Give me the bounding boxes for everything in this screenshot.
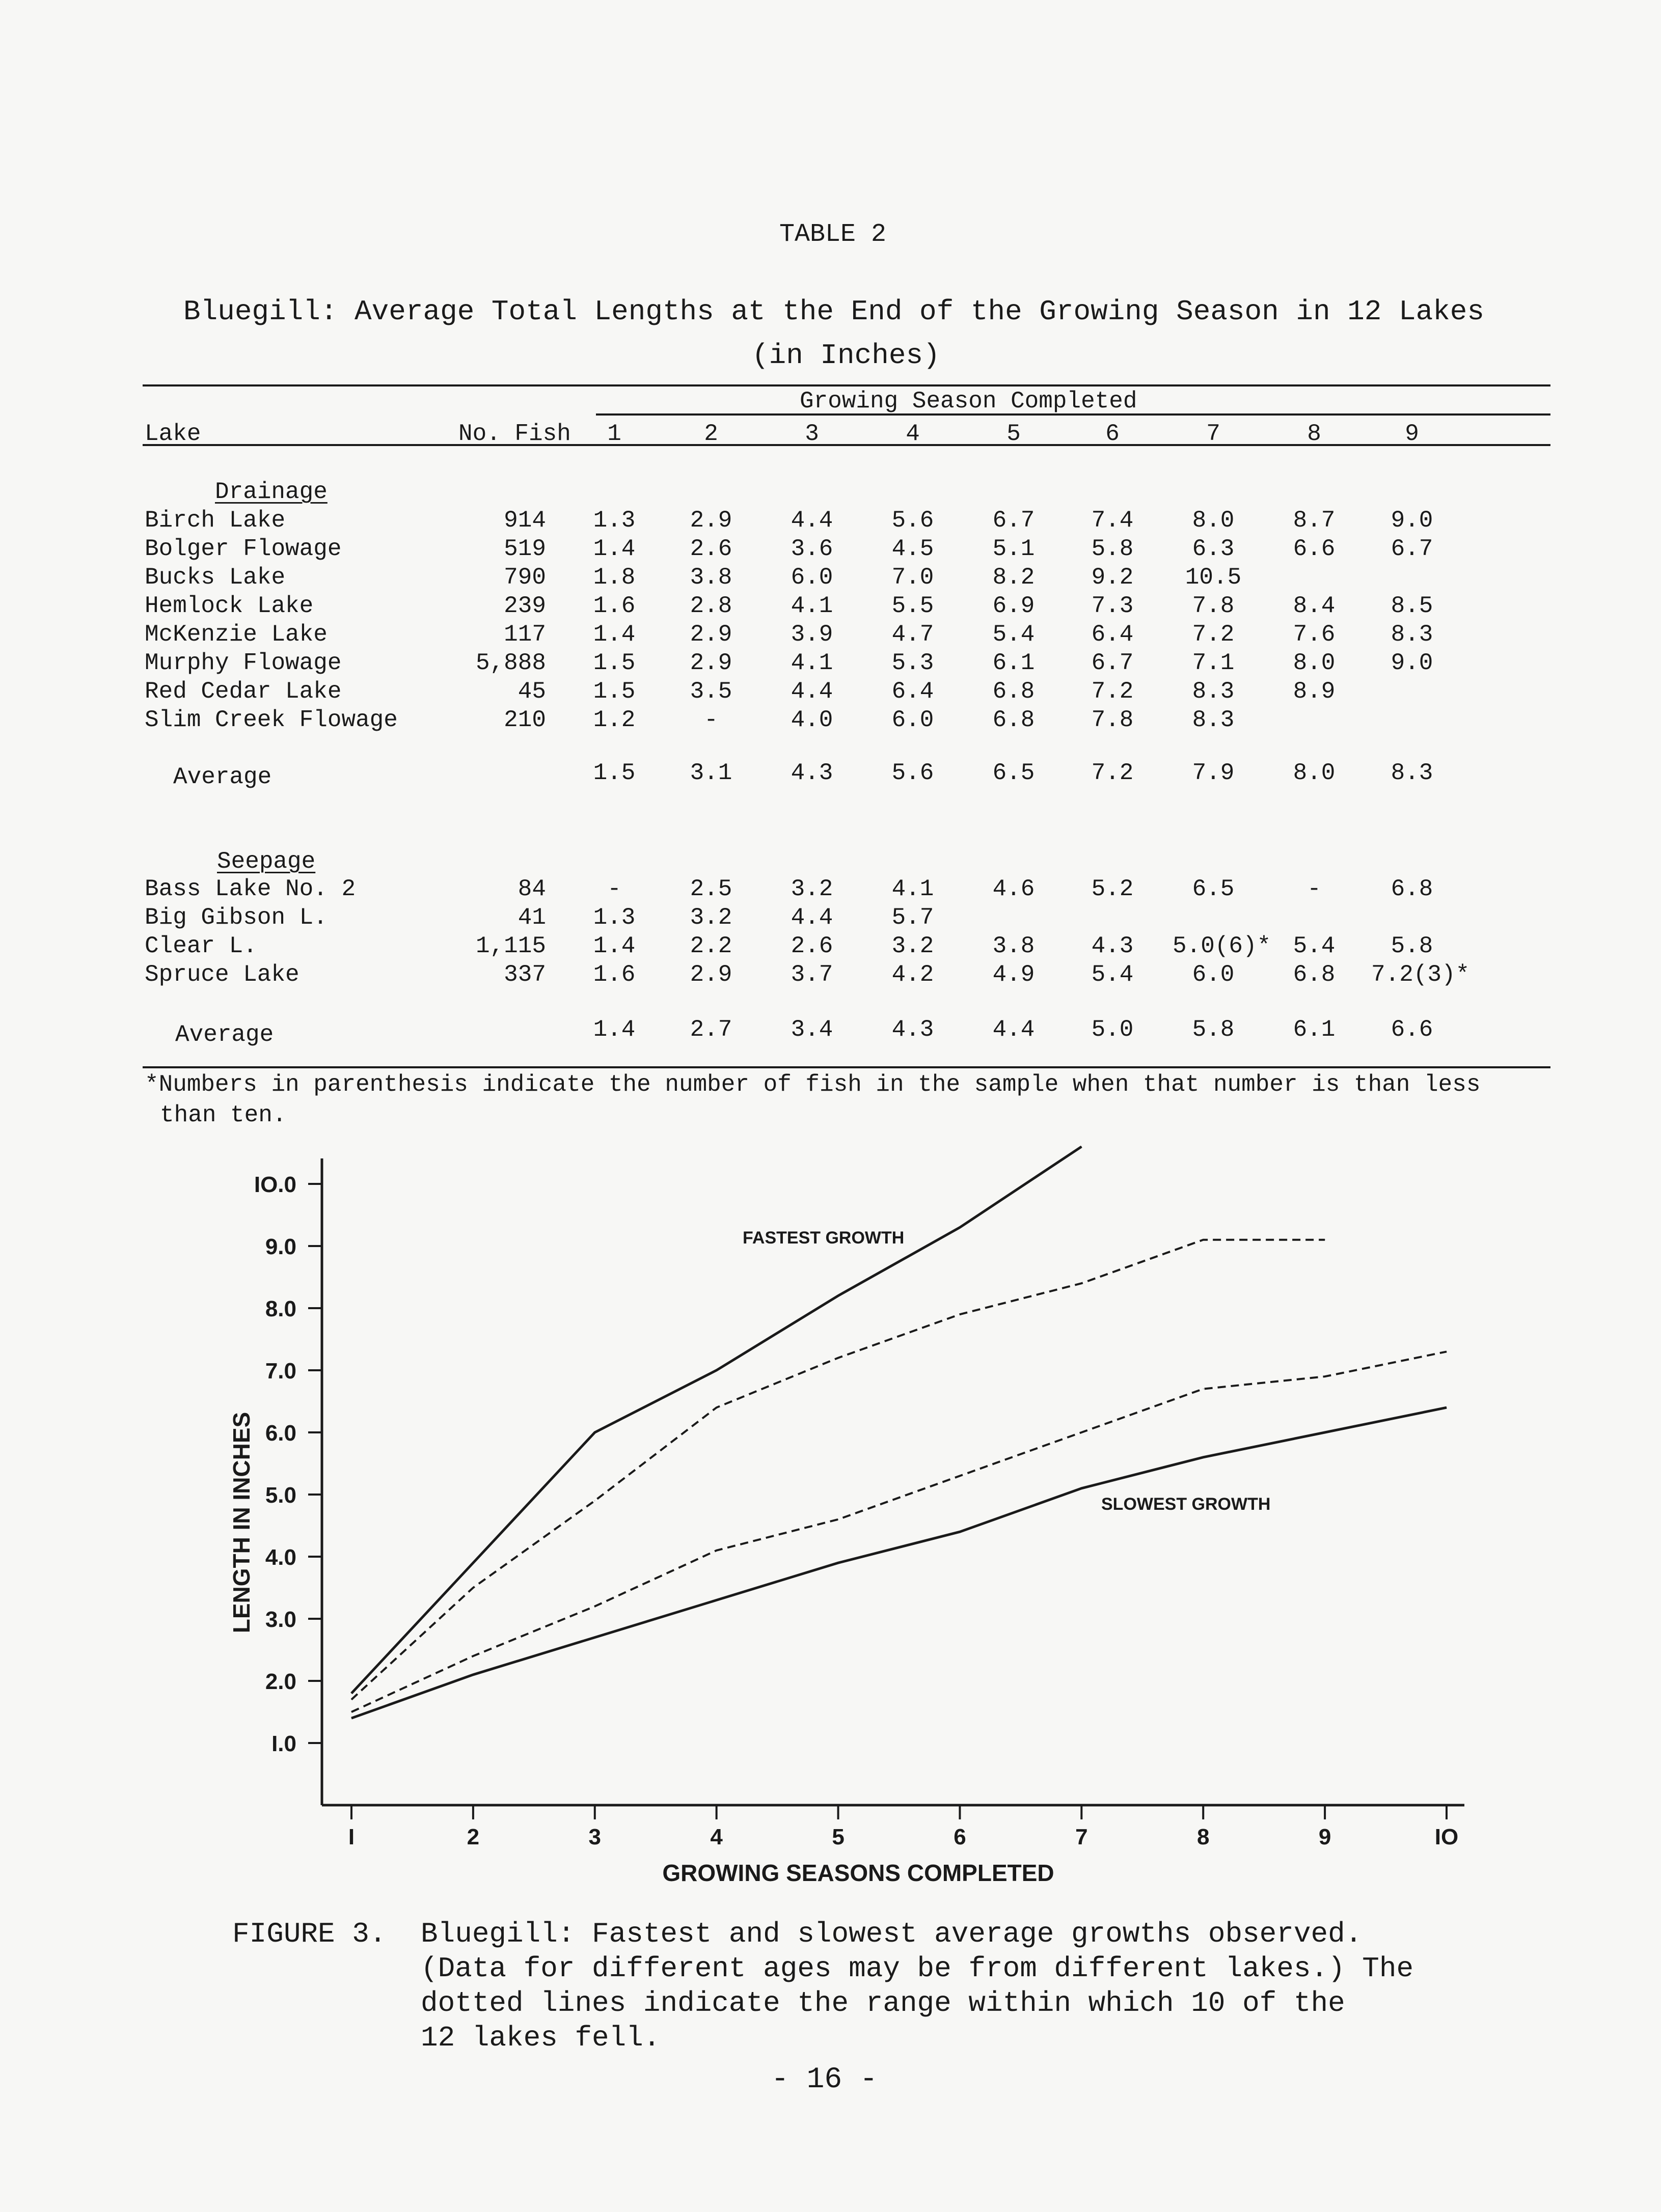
series-4-point [351,1718,352,1719]
length-cell: 2.8 [690,593,732,619]
section-heading-seepage: Seepage [217,848,316,875]
series-1-point [594,1432,595,1433]
lake-name: Big Gibson L. [145,904,328,931]
drainage-average-label: Average [173,764,272,790]
length-cell: 6.4 [1091,621,1134,648]
column-header-season: 6 [1105,421,1120,447]
average-cell: 6.5 [992,760,1035,786]
column-header-no-fish: No. Fish [458,421,571,447]
series-3-point [716,1550,717,1551]
length-cell: 5.7 [891,904,934,931]
length-cell: 6.0 [891,707,934,733]
chart-ticks [254,1172,1458,1849]
table-title: Bluegill: Average Total Lengths at the End of the Growing Season in 12 Lakes [183,295,1485,328]
footnote: *Numbers in parenthesis indicate the number of fish in the sample when that number is than less [145,1071,1481,1098]
annotation-fastest-growth: FASTEST GROWTH [743,1228,905,1248]
length-cell: 3.9 [791,621,833,648]
y-tick-label: 5.0 [265,1483,296,1508]
column-header-season: 4 [906,421,920,447]
length-cell: 8.4 [1293,593,1336,619]
fish-count: 337 [504,961,546,988]
length-cell: 1.6 [593,593,636,619]
length-cell: 8.2 [992,564,1035,591]
caption-line-3: dotted lines indicate the range within which 10 of the [421,1987,1345,2020]
length-cell: 6.1 [992,650,1035,676]
x-tick-label: 8 [1196,1824,1210,1849]
length-cell: 1.4 [593,536,636,562]
length-cell: 6.7 [992,507,1035,534]
fish-count: 914 [504,507,546,534]
group-header: Growing Season Completed [800,388,1137,414]
average-cell: 3.1 [690,760,732,786]
average-cell: 3.4 [791,1016,833,1043]
length-cell: 7.3 [1091,593,1134,619]
caption-line-2: (Data for different ages may be from different lakes.) The [421,1952,1414,1985]
series-line-2 [351,1240,1325,1700]
length-cell: 9.2 [1091,564,1134,591]
lake-name: McKenzie Lake [145,621,328,648]
average-cell: 7.9 [1192,760,1235,786]
length-cell: 3.2 [891,933,934,959]
length-cell: 9.0 [1391,650,1433,676]
length-cell: 9.0 [1391,507,1433,534]
length-cell: 4.4 [791,904,833,931]
y-tick-label: IO.0 [254,1172,296,1197]
figure-label: FIGURE 3. [232,1918,387,1950]
series-line-4 [351,1407,1447,1718]
lake-name: Clear L. [145,933,257,959]
lake-name: Birch Lake [145,507,286,534]
length-cell: 4.1 [791,650,833,676]
length-cell: 8.3 [1192,707,1235,733]
length-cell: 7.1 [1192,650,1235,676]
column-header-season: 2 [704,421,718,447]
length-cell: 7.2 [1192,621,1235,648]
table-title-units: (in Inches) [752,339,940,372]
length-cell: 6.8 [1293,961,1336,988]
length-cell: - [1307,876,1321,902]
lake-name: Red Cedar Lake [145,678,342,705]
length-cell: 4.7 [891,621,934,648]
length-cell: 3.8 [690,564,732,591]
x-tick-label: 6 [954,1824,966,1849]
table-label: TABLE 2 [779,220,887,249]
length-cell: 4.3 [1091,933,1134,959]
y-tick-label: 8.0 [265,1296,296,1321]
fish-count: 45 [518,678,546,705]
series-line-1 [351,1147,1081,1694]
x-tick-label: 3 [588,1824,602,1849]
fish-count: 790 [504,564,546,591]
column-header-season: 9 [1405,421,1419,447]
lake-name: Bolger Flowage [145,536,342,562]
column-header-season: 1 [607,421,621,447]
length-cell: 4.4 [791,507,833,534]
fish-count: 84 [518,876,546,902]
length-cell: 1.3 [593,904,636,931]
column-header-lake: Lake [145,421,201,447]
length-cell: 7.8 [1192,593,1235,619]
fish-count: 239 [504,593,546,619]
column-header-season: 8 [1307,421,1321,447]
length-cell: 2.9 [690,507,732,534]
fish-count: 41 [518,904,546,931]
fish-count: 1,115 [475,933,546,959]
fish-count: 5,888 [475,650,546,676]
length-cell: 7.2 [1091,678,1134,705]
length-cell: 7.6 [1293,621,1336,648]
length-cell: 8.0 [1192,507,1235,534]
series-2-point [1203,1239,1204,1240]
x-tick-label: 5 [832,1824,845,1849]
length-cell: 4.6 [992,876,1035,902]
length-cell: 6.7 [1091,650,1134,676]
average-cell: 5.6 [891,760,934,786]
length-cell: 5.4 [1091,961,1134,988]
average-cell: 1.5 [593,760,636,786]
annotation-slowest-growth: SLOWEST GROWTH [1101,1495,1271,1514]
length-cell: 2.5 [690,876,732,902]
column-header-season: 7 [1206,421,1220,447]
column-header-season: 5 [1006,421,1021,447]
length-cell: 6.9 [992,593,1035,619]
length-cell: 5.3 [891,650,934,676]
y-axis-label: LENGTH IN INCHES [228,1412,255,1634]
length-cell: 5.0(6)* [1173,933,1271,959]
length-cell: 1.4 [593,933,636,959]
length-cell: 3.7 [791,961,833,988]
length-cell: 2.6 [690,536,732,562]
average-cell: 5.0 [1091,1016,1134,1043]
x-tick-label: 4 [710,1824,723,1849]
lake-name: Spruce Lake [145,961,299,988]
series-2-point [351,1699,352,1700]
length-cell: 3.2 [690,904,732,931]
length-cell: 2.9 [690,961,732,988]
length-cell: 6.8 [1391,876,1433,902]
length-cell: 6.8 [992,678,1035,705]
series-1-point [351,1693,352,1694]
length-cell: - [607,876,621,902]
series-line-3 [351,1351,1447,1712]
length-cell: 3.2 [791,876,833,902]
length-cell: 8.0 [1293,650,1336,676]
y-tick-label: 9.0 [265,1234,296,1259]
length-cell: 1.5 [593,678,636,705]
page-number: - 16 - [771,2063,878,2096]
y-tick-label: I.0 [271,1731,296,1756]
length-cell: 6.6 [1293,536,1336,562]
length-cell: 6.0 [791,564,833,591]
length-cell: 8.3 [1192,678,1235,705]
series-3-point [1081,1432,1082,1433]
y-tick-label: 6.0 [265,1421,296,1446]
y-tick-label: 2.0 [265,1669,296,1694]
length-cell: 2.9 [690,621,732,648]
length-cell: 5.4 [992,621,1035,648]
length-cell: 6.3 [1192,536,1235,562]
length-cell: 4.1 [791,593,833,619]
series-2-point [716,1407,717,1408]
length-cell: 4.2 [891,961,934,988]
length-cell: 5.6 [891,507,934,534]
section-heading-drainage: Drainage [215,479,328,505]
length-cell: 2.9 [690,650,732,676]
length-cell: 1.2 [593,707,636,733]
length-cell: 3.6 [791,536,833,562]
length-cell: 8.5 [1391,593,1433,619]
length-cell: 8.7 [1293,507,1336,534]
average-cell: 6.6 [1391,1016,1433,1043]
length-cell: - [704,707,718,733]
lake-name: Slim Creek Flowage [145,707,398,733]
average-cell: 4.4 [992,1016,1035,1043]
length-cell: 6.8 [992,707,1035,733]
lake-name: Bucks Lake [145,564,286,591]
length-cell: 10.5 [1185,564,1242,591]
length-cell: 2.6 [791,933,833,959]
average-cell: 7.2 [1091,760,1134,786]
length-cell: 7.2(3)* [1371,961,1470,988]
caption-line-4: 12 lakes fell. [421,2022,661,2054]
length-cell: 7.0 [891,564,934,591]
length-cell: 4.0 [791,707,833,733]
series-2-point [1081,1283,1082,1284]
length-cell: 5.8 [1391,933,1433,959]
length-cell: 5.2 [1091,876,1134,902]
footnote-continued: than ten. [160,1102,287,1128]
length-cell: 1.8 [593,564,636,591]
length-cell: 5.1 [992,536,1035,562]
length-cell: 7.4 [1091,507,1134,534]
length-cell: 3.8 [992,933,1035,959]
x-tick-label: 7 [1075,1824,1088,1849]
lake-name: Bass Lake No. 2 [145,876,356,902]
length-cell: 6.4 [891,678,934,705]
average-cell: 8.3 [1391,760,1433,786]
fish-count: 519 [504,536,546,562]
length-cell: 1.4 [593,621,636,648]
x-tick-label: 9 [1318,1824,1331,1849]
length-cell: 1.5 [593,650,636,676]
column-header-season: 3 [805,421,819,447]
x-axis-label: GROWING SEASONS COMPLETED [662,1860,1054,1886]
length-cell: 4.5 [891,536,934,562]
length-cell: 5.5 [891,593,934,619]
length-cell: 4.1 [891,876,934,902]
average-cell: 2.7 [690,1016,732,1043]
length-cell: 5.4 [1293,933,1336,959]
fish-count: 210 [504,707,546,733]
length-cell: 1.6 [593,961,636,988]
length-cell: 8.3 [1391,621,1433,648]
x-tick-label: IO [1434,1824,1459,1849]
length-cell: 6.7 [1391,536,1433,562]
length-cell: 5.8 [1091,536,1134,562]
chart-axes [322,1158,1464,1805]
average-cell: 5.8 [1192,1016,1235,1043]
average-cell: 6.1 [1293,1016,1336,1043]
fish-count: 117 [504,621,546,648]
lake-name: Murphy Flowage [145,650,342,676]
caption-line-1: Bluegill: Fastest and slowest average growths observed. [421,1918,1363,1950]
average-cell: 1.4 [593,1016,636,1043]
seepage-average-label: Average [175,1021,274,1048]
y-tick-label: 4.0 [265,1545,296,1570]
length-cell: 6.5 [1192,876,1235,902]
length-cell: 2.2 [690,933,732,959]
y-tick-label: 7.0 [265,1359,296,1384]
length-cell: 1.3 [593,507,636,534]
length-cell: 3.5 [690,678,732,705]
average-cell: 4.3 [791,760,833,786]
y-tick-label: 3.0 [265,1607,296,1632]
x-tick-label: 2 [467,1824,480,1849]
series-3-point [594,1606,595,1607]
lake-name: Hemlock Lake [145,593,314,619]
x-tick-label: I [348,1824,355,1849]
average-cell: 4.3 [891,1016,934,1043]
length-cell: 6.0 [1192,961,1235,988]
length-cell: 8.9 [1293,678,1336,705]
series-4-point [594,1637,595,1638]
average-cell: 8.0 [1293,760,1336,786]
series-1-point [1081,1146,1082,1147]
length-cell: 4.4 [791,678,833,705]
series-1-point [716,1370,717,1371]
length-cell: 4.9 [992,961,1035,988]
length-cell: 7.8 [1091,707,1134,733]
